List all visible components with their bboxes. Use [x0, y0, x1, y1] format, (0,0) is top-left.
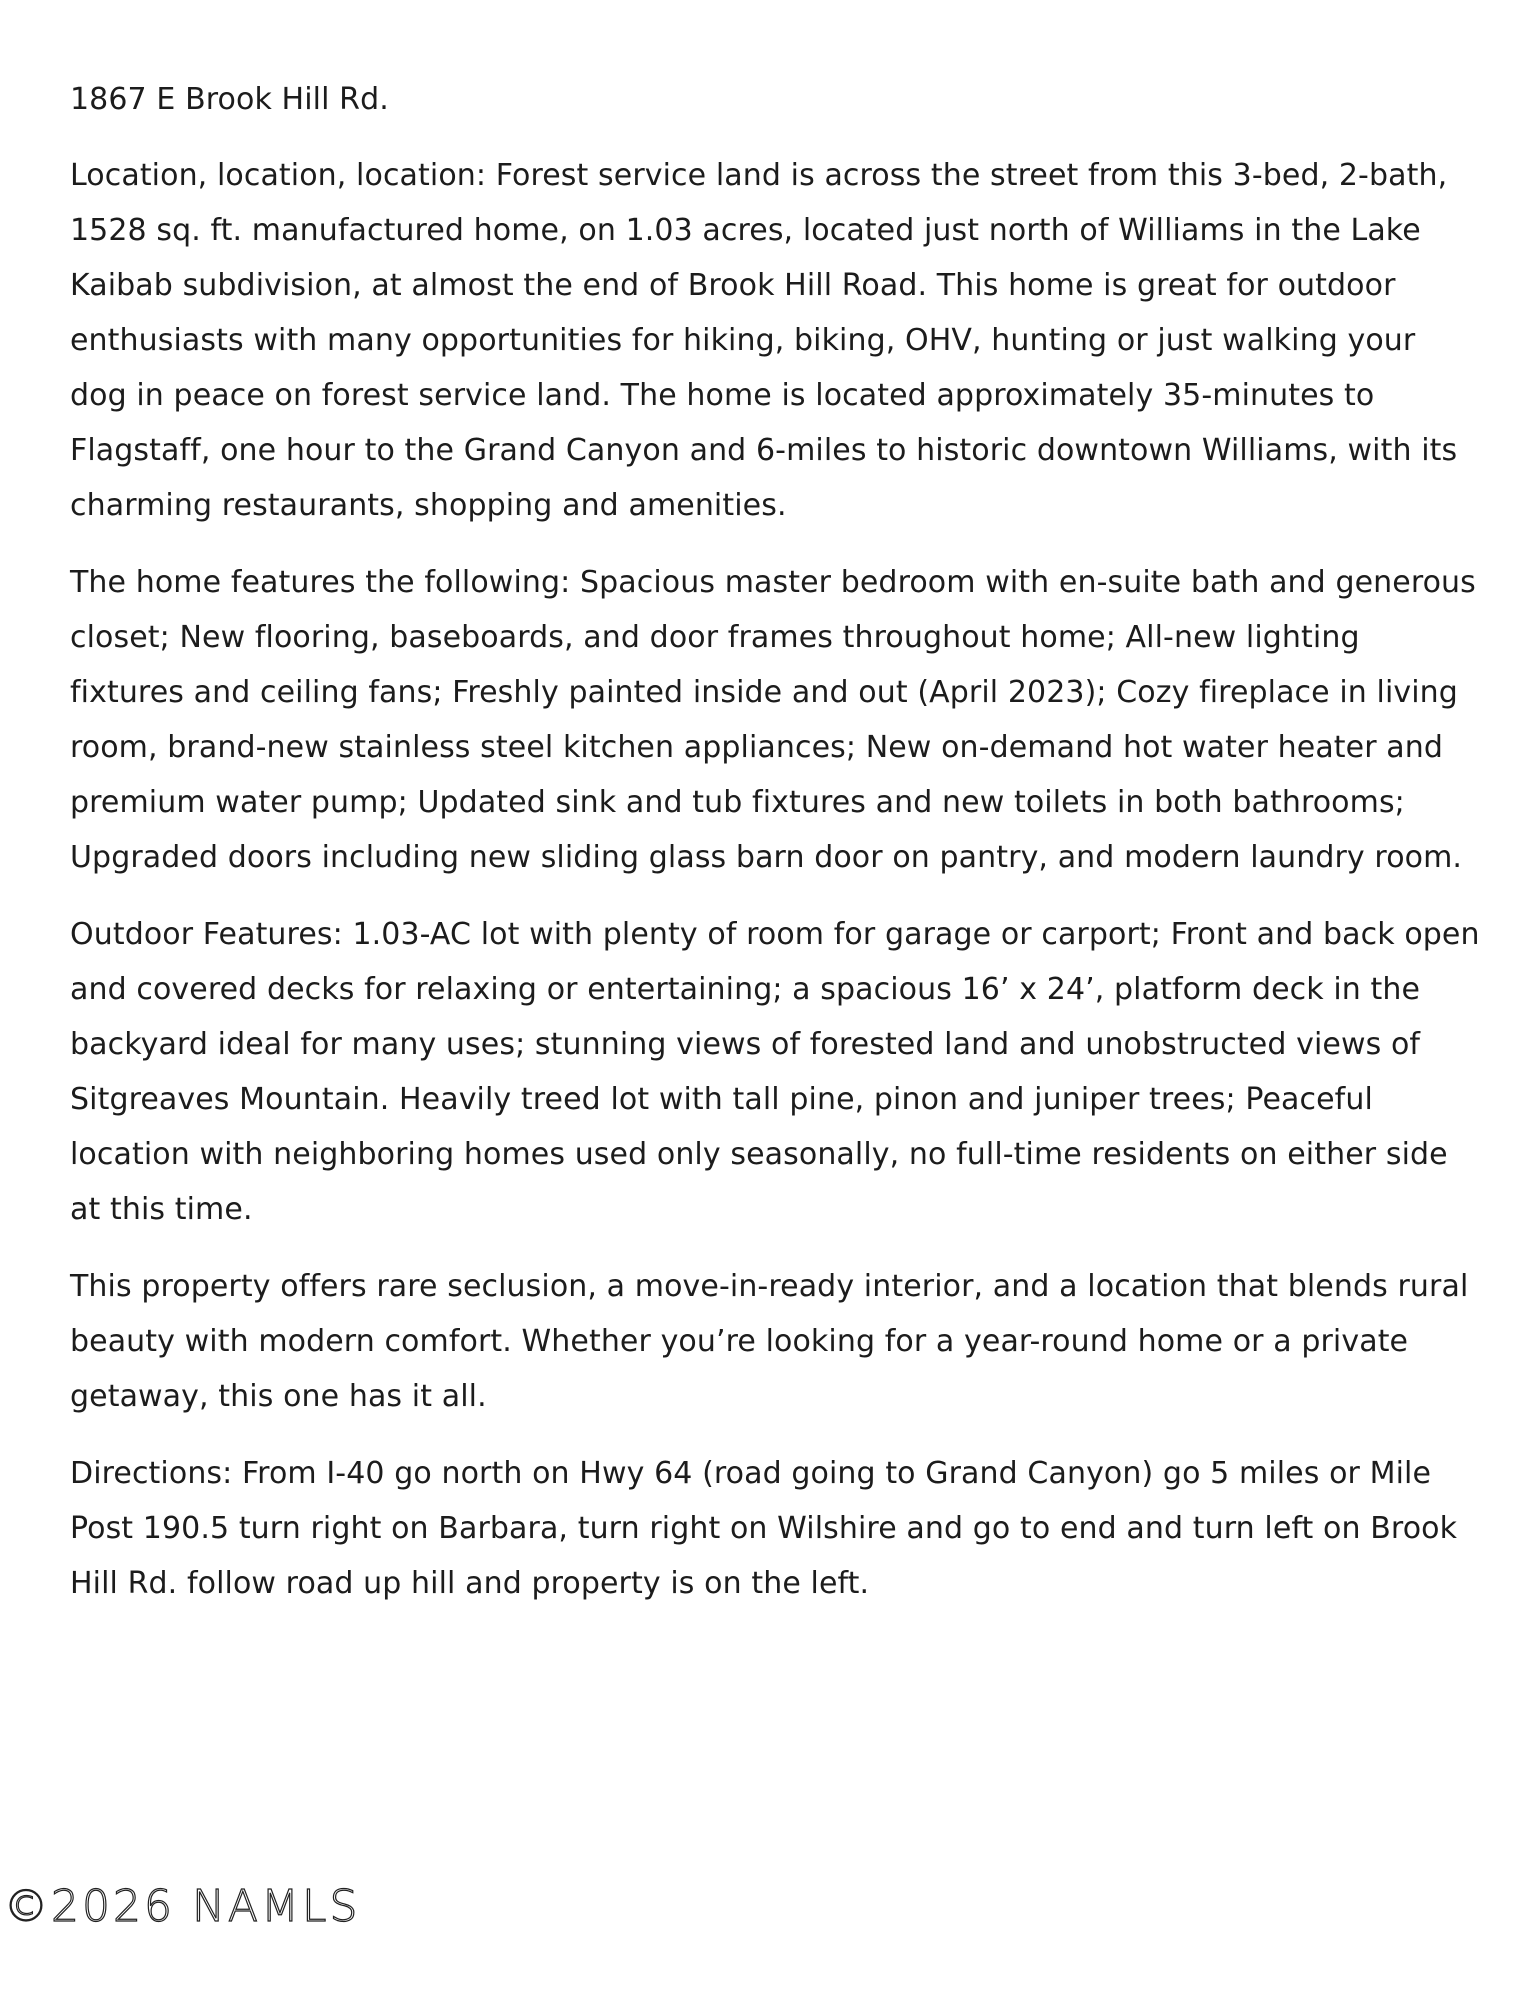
paragraph-location: Location, location, location: Forest service land is across the street from this 3-bed, 2-bath, 1528 sq. ft. manufactured home, on 1.03 acres, located just north of Williams in the Lake Kaibab subdivision, at almost the end of Brook Hill Road. This home is great for outdoor enthusiasts with many opportunities for hiking, biking, OHV, hunting or just walking your dog in peace on forest service land. The home is located approximately 35-minutes to Flagstaff, one hour to the Grand Canyon and 6-miles to historic downtown Williams, with its charming restaurants, shopping and amenities.	[70, 158, 1458, 523]
paragraph-outdoor-features: Outdoor Features: 1.03-AC lot with plenty of room for garage or carport; Front and back open and covered decks for relaxing or entertaining; a spacious 16’ x 24’, platform deck in the backyard ideal for many uses; stunning views of forested land and unobstructed views of Sitgreaves Mountain. Heavily treed lot with tall pine, pinon and juniper trees; Peaceful location with neighboring homes used only seasonally, no full-time residents on either side at this time.	[70, 917, 1480, 1227]
paragraph-directions: Directions: From I-40 go north on Hwy 64 (road going to Grand Canyon) go 5 miles or Mile Post 190.5 turn right on Barbara, turn right on Wilshire and go to end and turn left on Brook Hill Rd. follow road up hill and property is on the left.	[70, 1456, 1458, 1601]
copyright-watermark: ©2026 NAMLS	[4, 1881, 361, 1932]
property-address: 1867 E Brook Hill Rd.	[70, 82, 389, 117]
document-page	[70, 78, 1480, 1633]
paragraph-summary: This property offers rare seclusion, a move-in-ready interior, and a location that blends rural beauty with modern comfort. Whether you’re looking for a year-round home or a private getaway, this one has it all.	[70, 1269, 1469, 1414]
paragraph-home-features: The home features the following: Spacious master bedroom with en-suite bath and generous closet; New flooring, baseboards, and door frames throughout home; All-new lighting fixtures and ceiling fans; Freshly painted inside and out (April 2023); Cozy fireplace in living room, brand-new stainless steel kitchen appliances; New on-demand hot water heater and premium water pump; Updated sink and tub fixtures and new toilets in both bathrooms; Upgraded doors including new sliding glass barn door on pantry, and modern laundry room.	[70, 565, 1476, 875]
